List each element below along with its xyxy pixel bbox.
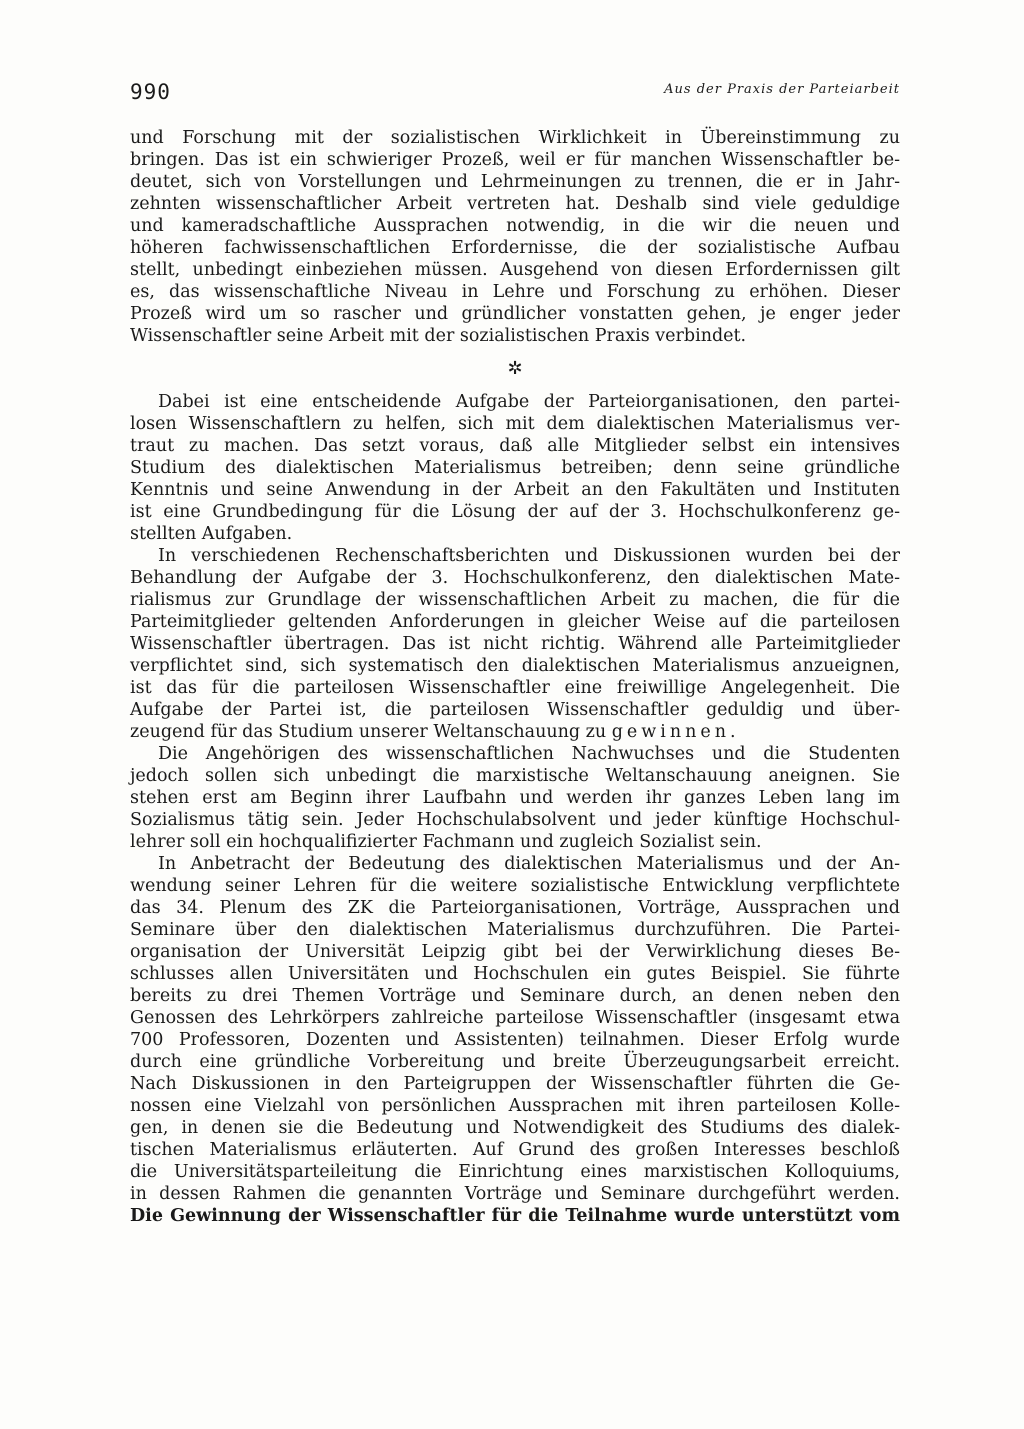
emphasized-word: gewinnen xyxy=(611,722,731,742)
text-line: wendung seiner Lehren für die weitere sozialistische Entwicklung verpflichtete xyxy=(130,876,900,896)
text-line: losen Wissenschaftlern zu helfen, sich mit dem dialektischen Materialismus ver- xyxy=(130,414,900,434)
text-line: Seminare über den dialektischen Materialismus durchzuführen. Die Partei- xyxy=(130,920,900,940)
text-line: Studium des dialektischen Materialismus betreiben; denn seine gründliche xyxy=(130,458,900,478)
text-line: verpflichtet sind, sich systematisch den dialektischen Materialismus anzueignen, xyxy=(130,656,900,676)
text-line: Dabei ist eine entscheidende Aufgabe der Parteiorganisationen, den partei- xyxy=(158,392,900,412)
section-separator-icon: ✲ xyxy=(507,358,523,379)
text-fragment: zeugend für das Studium unserer Weltanschauung zu xyxy=(130,722,612,742)
text-line xyxy=(130,721,900,743)
text-line: jedoch sollen sich unbedingt die marxistische Weltanschauung aneignen. Sie xyxy=(130,766,900,786)
text-line: die Universitätsparteileitung die Einrichtung eines marxistischen Kolloquiums, xyxy=(130,1162,900,1182)
text-line: Sozialismus tätig sein. Jeder Hochschulabsolvent und jeder künftige Hochschul- xyxy=(130,810,900,830)
text-line: In verschiedenen Rechenschaftsberichten und Diskussionen wurden bei der xyxy=(158,546,900,566)
text-line: ist das für die parteilosen Wissenschaftler eine freiwillige Angelegenheit. Die xyxy=(130,678,900,698)
text-line: 700 Professoren, Dozenten und Assistenten) teilnahmen. Dieser Erfolg wurde xyxy=(130,1030,900,1050)
text-fragment: . xyxy=(730,722,736,742)
text-line: in dessen Rahmen die genannten Vorträge und Seminare durchgeführt werden. xyxy=(130,1184,900,1204)
text-line: es, das wissenschaftliche Niveau in Lehre und Forschung zu erhöhen. Dieser xyxy=(130,282,900,302)
text-line: lehrer soll ein hochqualifizierter Fachmann und zugleich Sozialist sein. xyxy=(130,832,762,852)
running-head: Aus der Praxis der Parteiarbeit xyxy=(664,82,900,97)
text-line: höheren fachwissenschaftlichen Erfordernisse, die der sozialistische Aufbau xyxy=(130,238,900,258)
text-line: stellt, unbedingt einbeziehen müssen. Ausgehend von diesen Erfordernissen gilt xyxy=(130,260,900,280)
text-line: Die Gewinnung der Wissenschaftler für die Teilnahme wurde unterstützt vom xyxy=(130,1206,900,1226)
text-line: durch eine gründliche Vorbereitung und breite Überzeugungsarbeit erreicht. xyxy=(130,1052,900,1072)
text-line: das 34. Plenum des ZK die Parteiorganisationen, Vorträge, Aussprachen und xyxy=(130,898,900,918)
text-line: rialismus zur Grundlage der wissenschaftlichen Arbeit zu machen, die für die xyxy=(130,590,900,610)
text-line: bereits zu drei Themen Vorträge und Seminare durch, an denen neben den xyxy=(130,986,900,1006)
text-line: Behandlung der Aufgabe der 3. Hochschulkonferenz, den dialektischen Mate- xyxy=(130,568,900,588)
text-line: und Forschung mit der sozialistischen Wirklichkeit in Übereinstimmung zu xyxy=(130,128,900,148)
text-line: stehen erst am Beginn ihrer Laufbahn und werden ihr ganzes Leben lang im xyxy=(130,788,900,808)
text-line: bringen. Das ist ein schwieriger Prozeß, weil er für manchen Wissenschaftler be- xyxy=(130,150,900,170)
text-line: Wissenschaftler übertragen. Das ist nicht richtig. Während alle Parteimitglieder xyxy=(130,634,900,654)
body-text xyxy=(130,127,900,1227)
text-line: Kenntnis und seine Anwendung in der Arbeit an den Fakultäten und Instituten xyxy=(130,480,900,500)
page-number: 990 xyxy=(130,80,171,104)
text-line: Die Angehörigen des wissenschaftlichen Nachwuchses und die Studenten xyxy=(158,744,900,764)
text-line: gen, in denen sie die Bedeutung und Notwendigkeit des Studiums des dialek- xyxy=(130,1118,900,1138)
text-line: Genossen des Lehrkörpers zahlreiche parteilose Wissenschaftler (insgesamt etwa xyxy=(130,1008,900,1028)
text-line: und kameradschaftliche Aussprachen notwendig, in die wir die neuen und xyxy=(130,216,900,236)
text-line: zehnten wissenschaftlicher Arbeit vertreten hat. Deshalb sind viele geduldige xyxy=(130,194,900,214)
text-line: ist eine Grundbedingung für die Lösung der auf der 3. Hochschulkonferenz ge- xyxy=(130,502,900,522)
text-line: In Anbetracht der Bedeutung des dialektischen Materialismus und der An- xyxy=(158,854,900,874)
text-line: Prozeß wird um so rascher und gründlicher vonstatten gehen, je enger jeder xyxy=(130,304,900,324)
text-line: nossen eine Vielzahl von persönlichen Aussprachen mit ihren parteilosen Kolle- xyxy=(130,1096,900,1116)
text-line: Aufgabe der Partei ist, die parteilosen Wissenschaftler geduldig und über- xyxy=(130,700,900,720)
text-line: organisation der Universität Leipzig gibt bei der Verwirklichung dieses Be- xyxy=(130,942,900,962)
text-line: Nach Diskussionen in den Parteigruppen der Wissenschaftler führten die Ge- xyxy=(130,1074,900,1094)
text-line: stellten Aufgaben. xyxy=(130,524,293,544)
text-line: Wissenschaftler seine Arbeit mit der sozialistischen Praxis verbindet. xyxy=(130,326,747,346)
text-line: schlusses allen Universitäten und Hochschulen ein gutes Beispiel. Sie führte xyxy=(130,964,900,984)
text-line: Parteimitglieder geltenden Anforderungen in gleicher Weise auf die parteilosen xyxy=(130,612,900,632)
text-line: deutet, sich von Vorstellungen und Lehrmeinungen zu trennen, die er in Jahr- xyxy=(130,172,900,192)
page-header xyxy=(130,74,900,110)
text-line: tischen Materialismus erläuterten. Auf Grund des großen Interesses beschloß xyxy=(130,1140,900,1160)
text-line: traut zu machen. Das setzt voraus, daß alle Mitglieder selbst ein intensives xyxy=(130,436,900,456)
